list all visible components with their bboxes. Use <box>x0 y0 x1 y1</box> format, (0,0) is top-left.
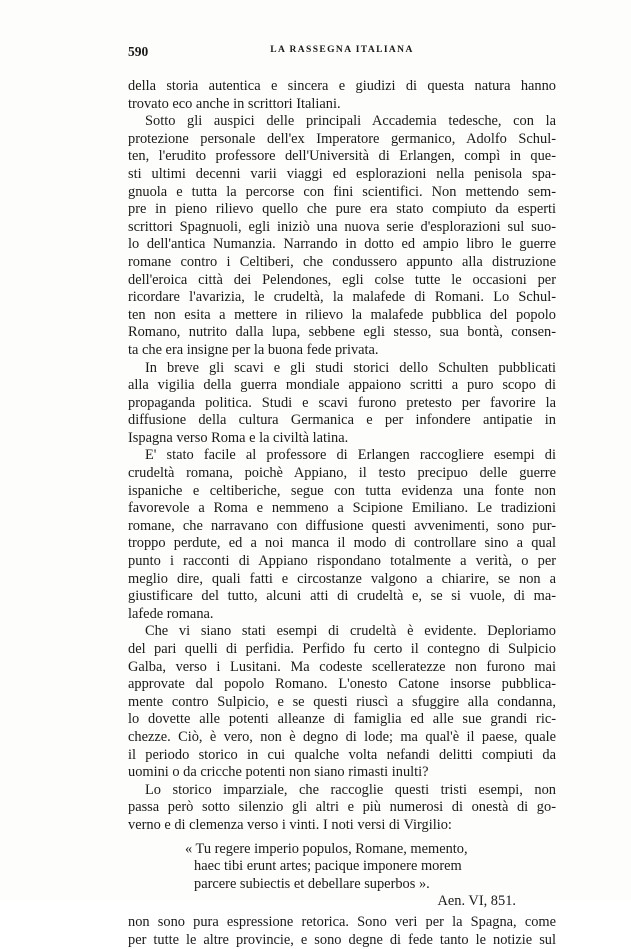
text-line: trovato eco anche in scrittori Italiani. <box>128 96 556 114</box>
verse-line: haec tibi erunt artes; pacique imponere morem <box>185 858 556 876</box>
text-line: scrittori Spagnuoli, egli iniziò una nuova serie d'esplorazioni sul suo- <box>128 219 556 237</box>
text-line: meglio dire, quali fatti e circostanze valgono a chiarire, se non a <box>128 571 556 589</box>
text-line: approvate dal popolo Romano. L'onesto Catone insorse pubblica- <box>128 676 556 694</box>
text-line: Che vi siano stati esempi di crudeltà è evidente. Deploriamo <box>128 623 556 641</box>
paragraph <box>128 623 556 781</box>
running-head: LA RASSEGNA ITALIANA <box>128 45 556 55</box>
text-line: dell'eroica città dei Pelendones, egli colse tutte le occasioni per <box>128 272 556 290</box>
text-line: ten, l'erudito professore dell'Università di Erlangen, compì in que- <box>128 148 556 166</box>
text-line: troppo perdute, ed a noi manca il modo di controllare sino a qual <box>128 535 556 553</box>
text-line: verno e di clemenza verso i vinti. I noti versi di Virgilio: <box>128 817 556 835</box>
text-line: il periodo storico in cui qualche volta nefandi delitti compiuti da <box>128 747 556 765</box>
text-line: propaganda politica. Studi e scavi furono pretesto per favorire la <box>128 395 556 413</box>
text-line: ricordare l'avarizia, le crudeltà, la malafede di Romani. Lo Schul- <box>128 289 556 307</box>
text-line: pre in pieno rilievo quello che pure era stato compiuto da esperti <box>128 201 556 219</box>
text-line: Sotto gli auspici delle principali Accademia tedesche, con la <box>128 113 556 131</box>
text-line: protezione personale dell'ex Imperatore germanico, Adolfo Schul- <box>128 131 556 149</box>
text-line: per tutte le altre provincie, e sono degne di fede tanto le notizie sul <box>128 932 556 949</box>
text-line: In breve gli scavi e gli studi storici dello Schulten pubblicati <box>128 360 556 378</box>
page-header <box>128 44 556 62</box>
text-line: E' stato facile al professore di Erlangen raccogliere esempi di <box>128 447 556 465</box>
text-line: romane contro i Celtiberi, che condussero appunto alla distruzione <box>128 254 556 272</box>
verse-line: « Tu regere imperio populos, Romane, memento, <box>185 841 556 859</box>
paragraph <box>128 447 556 623</box>
text-line: favorevole a Roma e nemmeno a Scipione Emiliano. Le tradizioni <box>128 500 556 518</box>
text-line: Ispagna verso Roma e la civiltà latina. <box>128 430 556 448</box>
text-line: della storia autentica e sincera e giudizi di questa natura hanno <box>128 78 556 96</box>
text-line: gnuola e tutta la percorse con fini scientifici. Non mettendo sem- <box>128 184 556 202</box>
paragraph <box>128 78 556 113</box>
text-line: alla vigilia della guerra mondiale appaiono scritti a puro scopo di <box>128 377 556 395</box>
verse-line: parcere subiectis et debellare superbos ». <box>185 876 556 894</box>
text-line: lo dovette alle potenti alleanze di famiglia ed alle sue grandi ric- <box>128 711 556 729</box>
text-line: Romano, nutrito dalla lupa, sebbene egli stesso, sua bontà, consen- <box>128 324 556 342</box>
paragraph <box>128 782 556 835</box>
text-line: Galba, verso i Lusitani. Ma codeste scelleratezze non furono mai <box>128 659 556 677</box>
text-line: romane, che narravano con diffusione questi avvenimenti, sono pur- <box>128 518 556 536</box>
paragraph <box>128 914 556 949</box>
text-line: ten non esita a mettere in rilievo la malafede pubblica del popolo <box>128 307 556 325</box>
text-line: diffusione della cultura Germanica e per infondere antipatie in <box>128 412 556 430</box>
text-line: passa però sotto silenzio gli altri e più numerosi di onestà di go- <box>128 799 556 817</box>
text-line: ta che era insigne per la buona fede privata. <box>128 342 556 360</box>
text-line: ispaniche e celtiberiche, segue con tutta evidenza una fonte non <box>128 483 556 501</box>
text-line: giustificare del tutto, alcuni atti di crudeltà e, se si vuole, di ma- <box>128 588 556 606</box>
paragraph <box>128 360 556 448</box>
text-line: sti ultimi decenni varii viaggi ed esplorazioni nella penisola spa- <box>128 166 556 184</box>
text-line: crudeltà romana, poichè Appiano, il testo precipuo delle guerre <box>128 465 556 483</box>
text-line: mente contro Sulpicio, e se questi riuscì a sfuggire alla condanna, <box>128 694 556 712</box>
verse-quotation <box>128 841 556 894</box>
paragraph <box>128 113 556 359</box>
text-line: del pari quelli di perfidia. Perfido fu certo il contegno di Sulpicio <box>128 641 556 659</box>
text-line: lo dell'antica Numanzia. Narrando in dotto ed ampio libro le guerre <box>128 236 556 254</box>
text-line: punto i racconti di Appiano rispondano totalmente a verità, o per <box>128 553 556 571</box>
page-number: 590 <box>128 44 148 60</box>
text-line: non sono pura espressione retorica. Sono veri per la Spagna, come <box>128 914 556 932</box>
text-line: uomini o da cricche potenti non siano rimasti inulti? <box>128 764 556 782</box>
body-text <box>128 78 556 949</box>
text-line: chezze. Ciò, è vero, non è degno di lode; ma qual'è il paese, quale <box>128 729 556 747</box>
text-line: lafede romana. <box>128 606 556 624</box>
text-line: Lo storico imparziale, che raccoglie questi tristi esempi, non <box>128 782 556 800</box>
quote-citation: Aen. VI, 851. <box>128 893 556 911</box>
